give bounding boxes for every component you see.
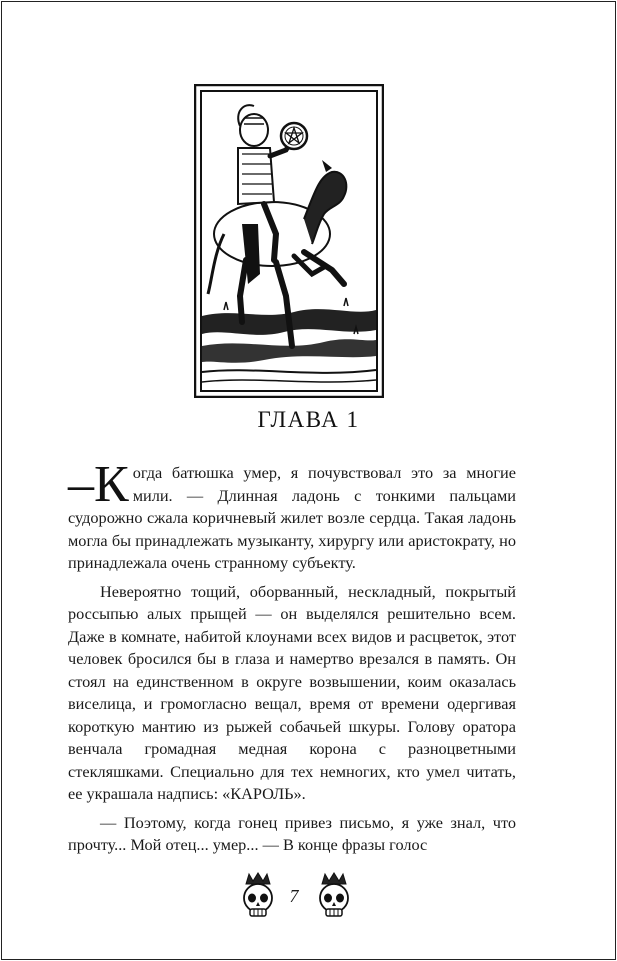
- paragraph-1: [68, 456, 516, 575]
- chapter-title: ГЛАВА 1: [257, 407, 360, 432]
- crowned-skull-icon: [240, 872, 276, 918]
- paragraph-1-text: огда батюшка умер, я почувствовал это за многие мили. — Длинная ладонь с тонкими пальцами судорожно сжала коричневый жилет возле сердца. Такая ладонь могла бы принадлежать музыканту, хирургу или аристократу, но принадлежала очень странному субъекту.: [68, 463, 516, 572]
- page-number: 7: [289, 886, 299, 906]
- page-footer: [0, 872, 617, 922]
- crowned-skull-icon: [316, 872, 352, 918]
- knight-on-horse-illustration: [194, 84, 384, 398]
- paragraph-3: — Поэтому, когда гонец привез письмо, я уже знал, что прочту... Мой отец... умер... — В конце фразы голос: [68, 812, 516, 854]
- paragraph-2: Невероятно тощий, оборванный, нескладный, покрытый россыпью алых прыщей — он выделялся решительно всем. Даже в комнате, набитой клоунами всех видов и расцветок, этот человек бросился бы в глаза и намертво врезался в память. Он стоял на единственном в округе возвышении, коим оказалась виселица, и громогласно вещал, время от времени одергивая короткую мантию из рыжей собачьей шкуры. Голову оратора венчала громадная медная корона с разноцветными стекляшками. Специально для тех немногих, кто умел читать, ее украшала надпись: «КАРОЛЬ».: [68, 581, 516, 803]
- chapter-text: [68, 456, 516, 857]
- drop-cap: –К: [68, 456, 129, 513]
